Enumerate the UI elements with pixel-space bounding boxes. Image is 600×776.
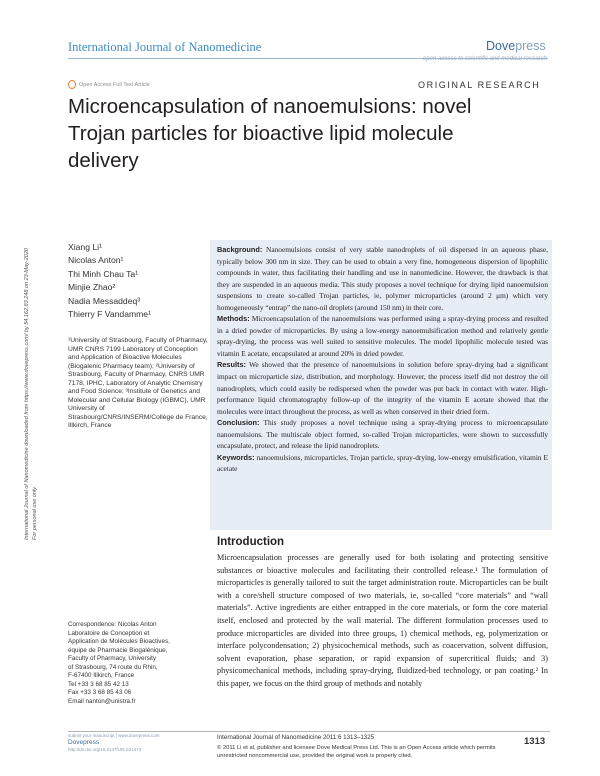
publisher-logo-part-b: press: [515, 39, 546, 53]
submit-manuscript-link[interactable]: submit your manuscript | www.dovepress.com: [68, 733, 160, 738]
publisher-logo-part-a: Dove: [486, 39, 516, 53]
correspondence-line: of Strasbourg, 74 route du Rhin,: [68, 663, 158, 671]
doi-link[interactable]: http://dx.doi.org/10.2147/IJN.S21473: [68, 747, 142, 752]
page-number: 1313: [524, 736, 546, 747]
abstract-keywords-para: [217, 452, 548, 475]
download-note: [24, 120, 44, 540]
correspondence: [68, 621, 213, 706]
download-note-line-1: International Journal of Nanomedicine downloaded from https://www.dovepress.com/ by 54.162.83.248 on 23-May-2020: [24, 248, 30, 540]
correspondence-email[interactable]: Email nanton@unistra.fr: [68, 697, 136, 705]
author: Nicolas Anton¹: [68, 255, 124, 266]
article-title: Microencapsulation of nanoemulsions: novel Trojan particles for bioactive lipid molecule delivery: [68, 95, 472, 172]
abstract-results-text: We showed that the presence of nanoemulsions in solution before spray-drying had a significant impact on microparticle size, distribution, and morphology. However, the process itself did not destroy the oil nanodroplets, which could easily be redispersed when the powder was put back in contact with water. High-performance liquid chromatography follow-up of the integrity of the vitamin E acetate showed that the molecules were intact throughout the process, as well as when conserved in their dried form.: [217, 360, 548, 416]
journal-citation: International Journal of Nanomedicine 2011:6 1313–1325: [217, 734, 375, 741]
correspondence-line: Tel +33 3 68 85 42 13: [68, 680, 129, 688]
abstract-methods-para: [217, 313, 548, 359]
correspondence-line: équipe de Pharmacie Biogalénique,: [68, 646, 168, 654]
abstract-results-para: [217, 359, 548, 417]
abstract-conclusion-text: This study proposes a novel technique using a spray-drying process to microencapsulate nanoemulsions. The multiscale object formed, so-called Trojan microparticles, were shown to successfully encapsulate, protect, and release the lipid nanodroplets.: [217, 418, 548, 451]
abstract: [217, 244, 548, 475]
open-access-icon: [68, 80, 76, 89]
correspondence-line: Faculty of Pharmacy, University: [68, 655, 157, 662]
journal-name[interactable]: International Journal of Nanomedicine: [68, 40, 262, 54]
copyright-notice: © 2011 Li et al, publisher and licensee Dove Medical Press Ltd. This is an Open Access article which permits unrestricted noncommercial use, provided the original work is properly cited.: [217, 745, 496, 759]
correspondence-line: F-67400 Illkirch, France: [68, 672, 135, 679]
open-access-badge: [68, 80, 150, 89]
author: Thierry F Vandamme¹: [68, 309, 151, 320]
footer-submit: [68, 733, 203, 753]
abstract-conclusion-para: [217, 417, 548, 452]
publisher-logo[interactable]: [486, 39, 546, 53]
publisher-tagline: open access to scientific and medical research: [422, 56, 547, 62]
abstract-results-label: Results:: [217, 360, 246, 370]
introduction-text: Microencapsulation processes are generally used for both isolating and protecting sensitive substances or bioactive molecules and facilitating their controlled release.¹ The formulation of microparticles is generally tailored to suit the target administration route. Microparticles can be built with a core/shell structure composed of two materials, ie, so-called “core materials” and “wall materials”. Active ingredients are either entrapped in the core materials, or form the core material itself, enclosed and protected by the wall material. The different formulation processes used to produce microparticles are divided into three groups, 1) chemical methods, eg, polymerization or interface polycondensation; 2) physicochemical methods, such as coacervation, solvent diffusion, solvent evaporation, phase separation, or rapid expansion of supercritical fluids; and 3) physicomechanical methods, including spray-drying, fluidized-bed technology, or pan coating.² In this paper, we focus on the third group of methods and notably: [217, 553, 548, 688]
article-type: ORIGINAL RESEARCH: [418, 80, 541, 90]
download-note-line-2: For personal use only.: [31, 485, 38, 540]
header-rule: [68, 58, 548, 59]
abstract-background-text: Nanoemulsions consist of very stable nanodroplets of oil dispersed in an aqueous phase, typically below 300 nm in size. They can be used to obtain a very fine, homogeneous dispersion of lipophilic compounds in water, thus facilitating their handling and use in nanomedicine. However, the drawback is that they are suspended in an aqueous media. This study proposes a novel technique for drying lipid nanoemulsion suspensions to create so-called Trojan particles, ie, polymer microparticles (around 2 μm) which very homogeneously “entrap” the nano-oil droplets (around 150 nm) in their core.: [217, 245, 548, 312]
abstract-methods-text: Microencapsulation of the nanoemulsions was performed using a spray-drying process and resulted in a dried powder of microparticles. By using a low-energy nanoemulsification method and relatively gentle spray-drying, the process was well suited to sensitive molecules. The model lipophilic molecule tested was vitamin E acetate, encapsulated at around 20% in dried powder.: [217, 314, 548, 358]
introduction-heading: Introduction: [217, 536, 285, 548]
affiliations: [68, 337, 210, 431]
abstract-conclusion-label: Conclusion:: [217, 418, 260, 428]
affiliations-text: ¹University of Strasbourg, Faculty of Pharmacy, UMR CNRS 7199 Laboratory of Conception and Application of Bioactive Molecules (Biogalenic Pharmacy team); ²University of Strasbourg, Faculty of Pharmacy, CNRS UMR 7178, IPHC, Laboratory of Analytic Chemistry and Food Science; ³Institute of Genetics and Molecular and Cellular Biology (IGBMC), UMR University of Strasbourg/CNRS/INSERM/Collège de France, Illkirch, France: [68, 337, 208, 429]
correspondence-line: Application de Molécules Bioactives,: [68, 638, 170, 645]
abstract-background-para: [217, 244, 548, 313]
introduction-body: [217, 552, 548, 691]
correspondence-line: Fax +33 3 68 85 43 06: [68, 689, 132, 696]
abstract-keywords-label: Keywords:: [217, 452, 255, 462]
abstract-keywords-text: nanoemulsions, microparticles, Trojan particle, spray-drying, low-energy emulsification, vitamin E acetate: [217, 452, 548, 474]
abstract-methods-label: Methods:: [217, 314, 250, 324]
author: Thi Minh Chau Ta¹: [68, 268, 139, 279]
open-access-label: Open Access Full Text Article: [79, 81, 150, 88]
author-list: [68, 241, 151, 321]
correspondence-line: Laboratoire de Conception et: [68, 629, 150, 637]
abstract-background-label: Background:: [217, 245, 263, 254]
footer-rule: [68, 731, 550, 732]
author: Xiang Li¹: [68, 242, 102, 252]
author: Minjie Zhao²: [68, 282, 116, 293]
footer-dovepress-logo[interactable]: Dovepress: [68, 739, 100, 746]
correspondence-line: Correspondence: Nicolas Anton: [68, 621, 157, 628]
author: Nadia Messaddeq³: [68, 295, 141, 306]
